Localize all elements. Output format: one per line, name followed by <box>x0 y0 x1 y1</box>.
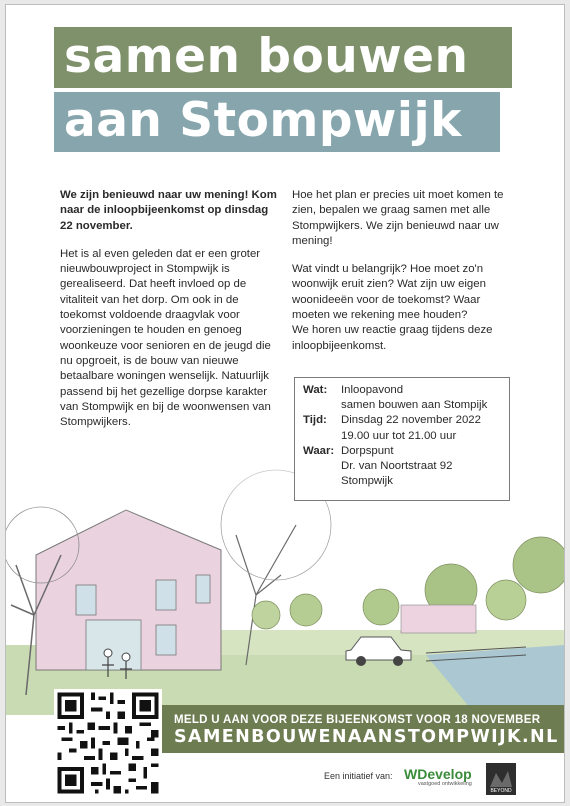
info-time-2: 19.00 uur tot 21.00 uur <box>341 429 457 442</box>
info-row-where <box>303 444 501 490</box>
initiative-label: Een initiatief van: <box>324 771 393 781</box>
cta-website-link[interactable]: SAMENBOUWENAANSTOMPWIJK.NL <box>174 727 559 747</box>
info-value <box>341 444 452 490</box>
flyer-page <box>5 4 565 803</box>
info-value <box>341 413 481 443</box>
info-where-1: Dorpspunt <box>341 444 394 457</box>
info-row-what <box>303 383 501 413</box>
lead-paragraph: We zijn benieuwd naar uw mening! Kom naar de inloopbijeenkomst op dinsdag 22 november. <box>60 189 277 232</box>
info-time-1: Dinsdag 22 november 2022 <box>341 414 481 427</box>
title-line-1: samen bouwen <box>54 27 512 88</box>
qr-code-icon[interactable] <box>54 689 162 797</box>
plan-paragraph: Hoe het plan er precies uit moet komen te zien, bepalen we graag samen met alle Stompwijkers. We zijn benieuwd naar uw mening! <box>292 189 504 247</box>
reaction-paragraph: We horen uw reactie graag tijdens deze inloopbijeenkomst. <box>292 324 493 352</box>
beyond-logo-icon <box>486 763 516 795</box>
wdevelop-logo <box>404 767 478 791</box>
wdevelop-logo-text: WDevelop <box>404 766 472 782</box>
intro-paragraph: Het is al even geleden dat er een groter nieuwbouwproject in Stompwijk is gerealiseerd. Dat heeft invloed op de vitaliteit van het dorp. Om ook in de toekomst voldoende draagvlak voor voorzieningen te houden en genoeg woonkeuze voor senioren en de jeugd die nu opgroeit, is de bouw van nieuwe betaalbare woningen wenselijk. Natuurlijk passend bij het gezellige dorpse karakter van Stompwijk en bij de woonwensen van Stompwijkers. <box>60 247 271 429</box>
info-where-3: Stompwijk <box>341 475 393 488</box>
info-label: Tijd: <box>303 414 327 427</box>
wdevelop-logo-subtitle: vastgoed ontwikkeling <box>418 781 472 787</box>
info-value <box>341 383 487 413</box>
title-line-2: aan Stompwijk <box>54 92 500 152</box>
info-what-1: Inloopavond <box>341 384 404 396</box>
info-label: Waar: <box>303 444 335 457</box>
right-column <box>292 188 520 367</box>
info-row-time <box>303 413 501 443</box>
event-info-box <box>294 377 510 501</box>
info-where-2: Dr. van Noortstraat 92 <box>341 460 453 473</box>
info-label: Wat: <box>303 384 328 396</box>
beyond-logo-text: BEYOND <box>490 788 512 794</box>
info-what-2: samen bouwen aan Stompijk <box>341 399 488 412</box>
questions-paragraph: Wat vindt u belangrijk? Hoe moet zo'n woonwijk eruit zien? Wat zijn uw eigen woonideeën voor de toekomst? Waar moeten we rekening mee houden? <box>292 263 486 322</box>
left-column <box>60 188 284 443</box>
cta-register-text: MELD U AAN VOOR DEZE BIJEENKOMST VOOR 18 NOVEMBER <box>174 714 541 726</box>
